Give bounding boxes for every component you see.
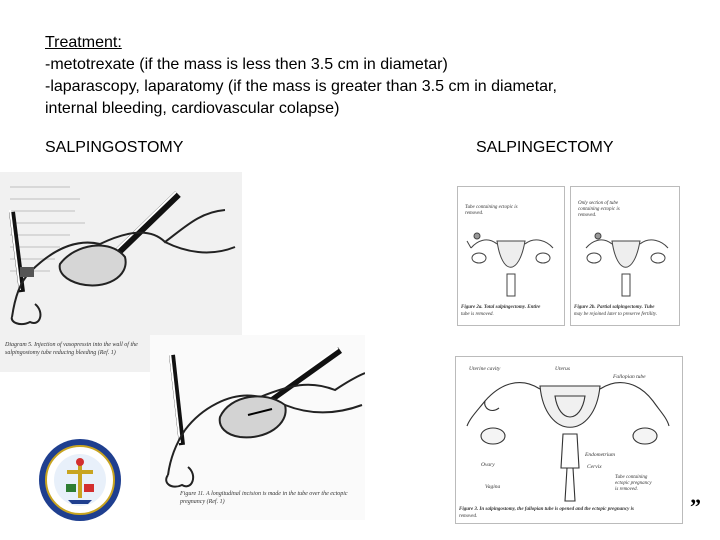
svg-text:Figure 3. In salpingostomy, th: Figure 3. In salpingostomy, the fallopian tube is opened and the ectopic pregnancy is	[459, 507, 634, 512]
fig-2a-note-line1: Tube containing ectopic is	[465, 205, 518, 210]
svg-text:Ovary: Ovary	[481, 462, 495, 468]
svg-text:pregnancy (Ref. 1): pregnancy (Ref. 1)	[180, 499, 225, 505]
svg-text:Uterine cavity: Uterine cavity	[469, 366, 501, 372]
svg-text:Figure 2b. Partial salpingecto: Figure 2b. Partial salpingectomy. Tube	[574, 305, 655, 310]
svg-text:Endometrium: Endometrium	[585, 452, 615, 458]
figure-2a-total-salpingectomy	[457, 186, 565, 326]
svg-text:containing ectopic is: containing ectopic is	[578, 207, 620, 212]
college-logo	[38, 438, 122, 522]
salpingostomy-illustration-2	[150, 335, 365, 520]
svg-text:Cervix: Cervix	[587, 464, 602, 470]
svg-text:Uterus: Uterus	[555, 366, 570, 372]
treatment-line-1: -metotrexate (if the mass is less then 3.5 cm in diametar)	[45, 56, 448, 73]
figure-3-salpingostomy-diagram	[455, 356, 683, 524]
treatment-line-3: internal bleeding, cardiovascular colapse)	[45, 100, 340, 117]
treatment-line-2: -laparascopy, laparatomy (if the mass is greater than 3.5 cm in diametar,	[45, 78, 557, 95]
svg-text:Figure 2a. Total salpingectomy: Figure 2a. Total salpingectomy. Entire	[461, 305, 541, 310]
salpingostomy-label: SALPINGOSTOMY	[45, 139, 184, 156]
svg-text:ectopic pregnancy: ectopic pregnancy	[615, 481, 652, 486]
quote-mark: ”	[690, 494, 701, 519]
salpingectomy-label: SALPINGECTOMY	[476, 139, 614, 156]
svg-text:is removed.: is removed.	[615, 487, 638, 492]
svg-text:removed.: removed.	[578, 213, 597, 218]
svg-text:Only section of tube: Only section of tube	[578, 201, 619, 206]
treatment-text	[45, 32, 695, 120]
figure-2b-partial-salpingectomy	[570, 186, 680, 326]
svg-text:Fallopian tube: Fallopian tube	[613, 374, 646, 380]
svg-text:may be rejoined later to prese: may be rejoined later to preserve fertility.	[574, 312, 658, 317]
svg-text:tube is removed.: tube is removed.	[461, 312, 494, 317]
svg-text:removed.: removed.	[459, 514, 478, 519]
svg-text:Tube containing: Tube containing	[615, 475, 648, 480]
svg-text:Vagina: Vagina	[485, 484, 501, 490]
svg-text:Tube containing ectopic is: Tube containing ectopic is removed.	[465, 205, 518, 216]
svg-text:Figure 11. A longitudinal inci: Figure 11. A longitudinal incision is made in the tube over the ectopic	[180, 491, 348, 497]
svg-text:salpingostomy tube reducing bl: salpingostomy tube reducing bleeding (Ref. 1)	[5, 350, 116, 356]
treatment-heading: Treatment:	[45, 34, 122, 51]
svg-text:Diagram 5. Injection of vasopr: Diagram 5. Injection of vasopressin into the wall of the	[5, 342, 138, 348]
